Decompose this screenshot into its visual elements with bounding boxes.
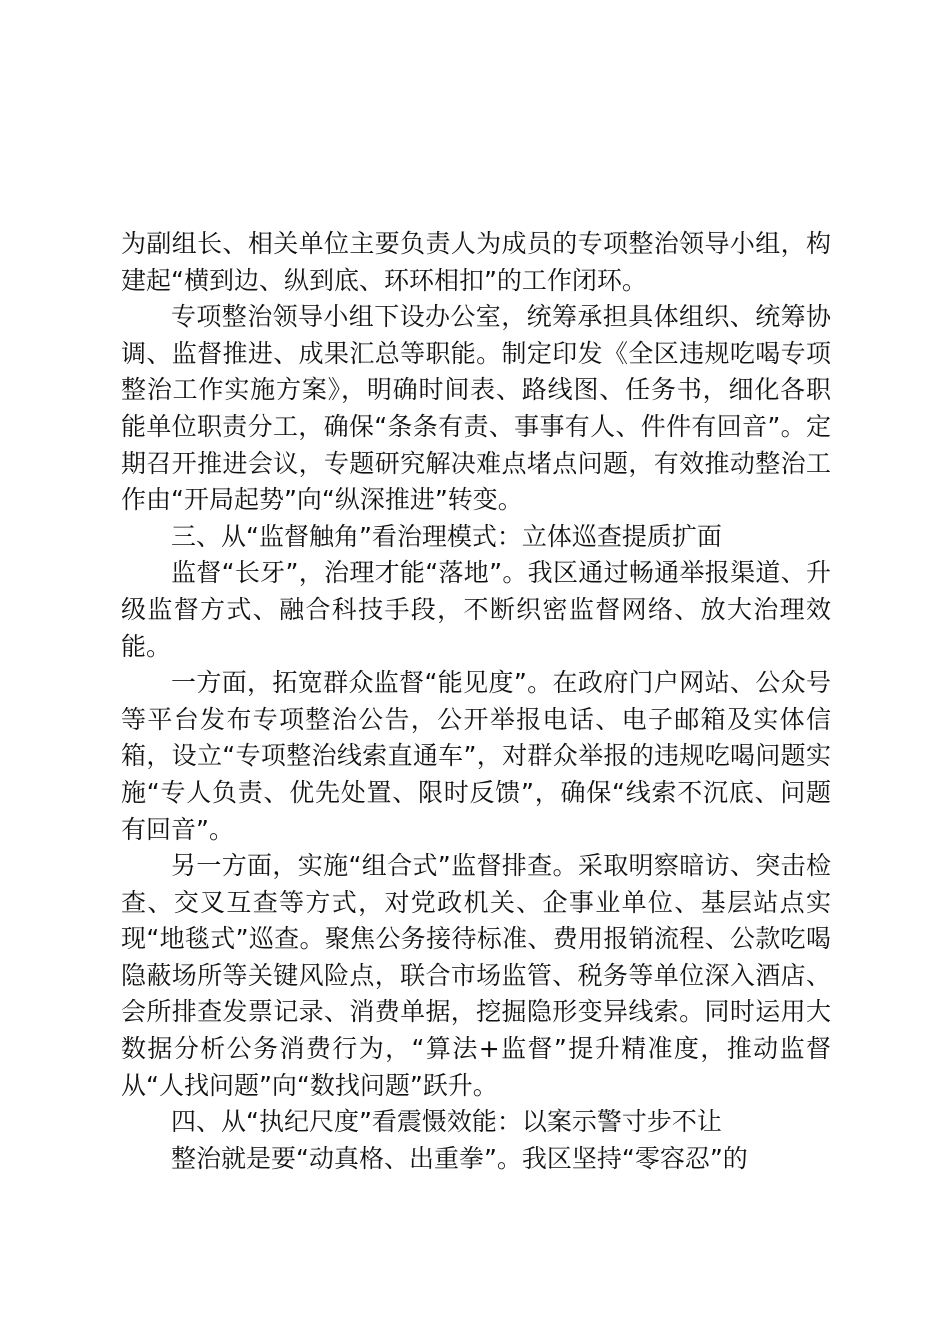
document-body bbox=[121, 226, 831, 1177]
paragraph-discipline-intro: 整治就是要“动真格、出重拳”。我区坚持“零容忍”的 bbox=[171, 1143, 748, 1173]
paragraph-combined-inspection: 另一方面，实施“组合式”监督排查。采取明察暗访、突击检查、交叉互查等方式，对党政机关、企事业单位、基层站点实现“地毯式”巡查。聚焦公务接待标准、费用报销流程、公款吃喝隐蔽场所等关键风险点，联合市场监管、税务等单位深入酒店、会所排查发票记录、消费单据，挖掘隐形变异线索。同时运用大数据分析公务消费行为，“算法+监督”提升精准度，推动监督从“人找问题”向“数找问题”跃升。 bbox=[121, 851, 831, 1100]
section-heading-3: 三、从“监督触角”看治理模式：立体巡查提质扩面 bbox=[171, 521, 722, 551]
paragraph-office-setup: 专项整治领导小组下设办公室，统筹承担具体组织、统筹协调、监督推进、成果汇总等职能。制定印发《全区违规吃喝专项整治工作实施方案》，明确时间表、路线图、任务书，细化各职能单位职责分工，确保“条条有责、事事有人、件件有回音”。定期召开推进会议，专题研究解决难点堵点问题，有效推动整治工作由“开局起势”向“纵深推进”转变。 bbox=[121, 302, 831, 515]
section-heading-4: 四、从“执纪尺度”看震慑效能：以案示警寸步不让 bbox=[171, 1107, 722, 1137]
paragraph-continuation: 为副组长、相关单位主要负责人为成员的专项整治领导小组，构建起“横到边、纵到底、环环相扣”的工作闭环。 bbox=[121, 229, 831, 295]
paragraph-public-supervision: 一方面，拓宽群众监督“能见度”。在政府门户网站、公众号等平台发布专项整治公告，公开举报电话、电子邮箱及实体信箱，设立“专项整治线索直通车”，对群众举报的违规吃喝问题实施“专人负责、优先处置、限时反馈”，确保“线索不沉底、问题有回音”。 bbox=[121, 668, 831, 844]
paragraph-supervision-intro: 监督“长牙”，治理才能“落地”。我区通过畅通举报渠道、升级监督方式、融合科技手段，不断织密监督网络、放大治理效能。 bbox=[121, 558, 831, 661]
